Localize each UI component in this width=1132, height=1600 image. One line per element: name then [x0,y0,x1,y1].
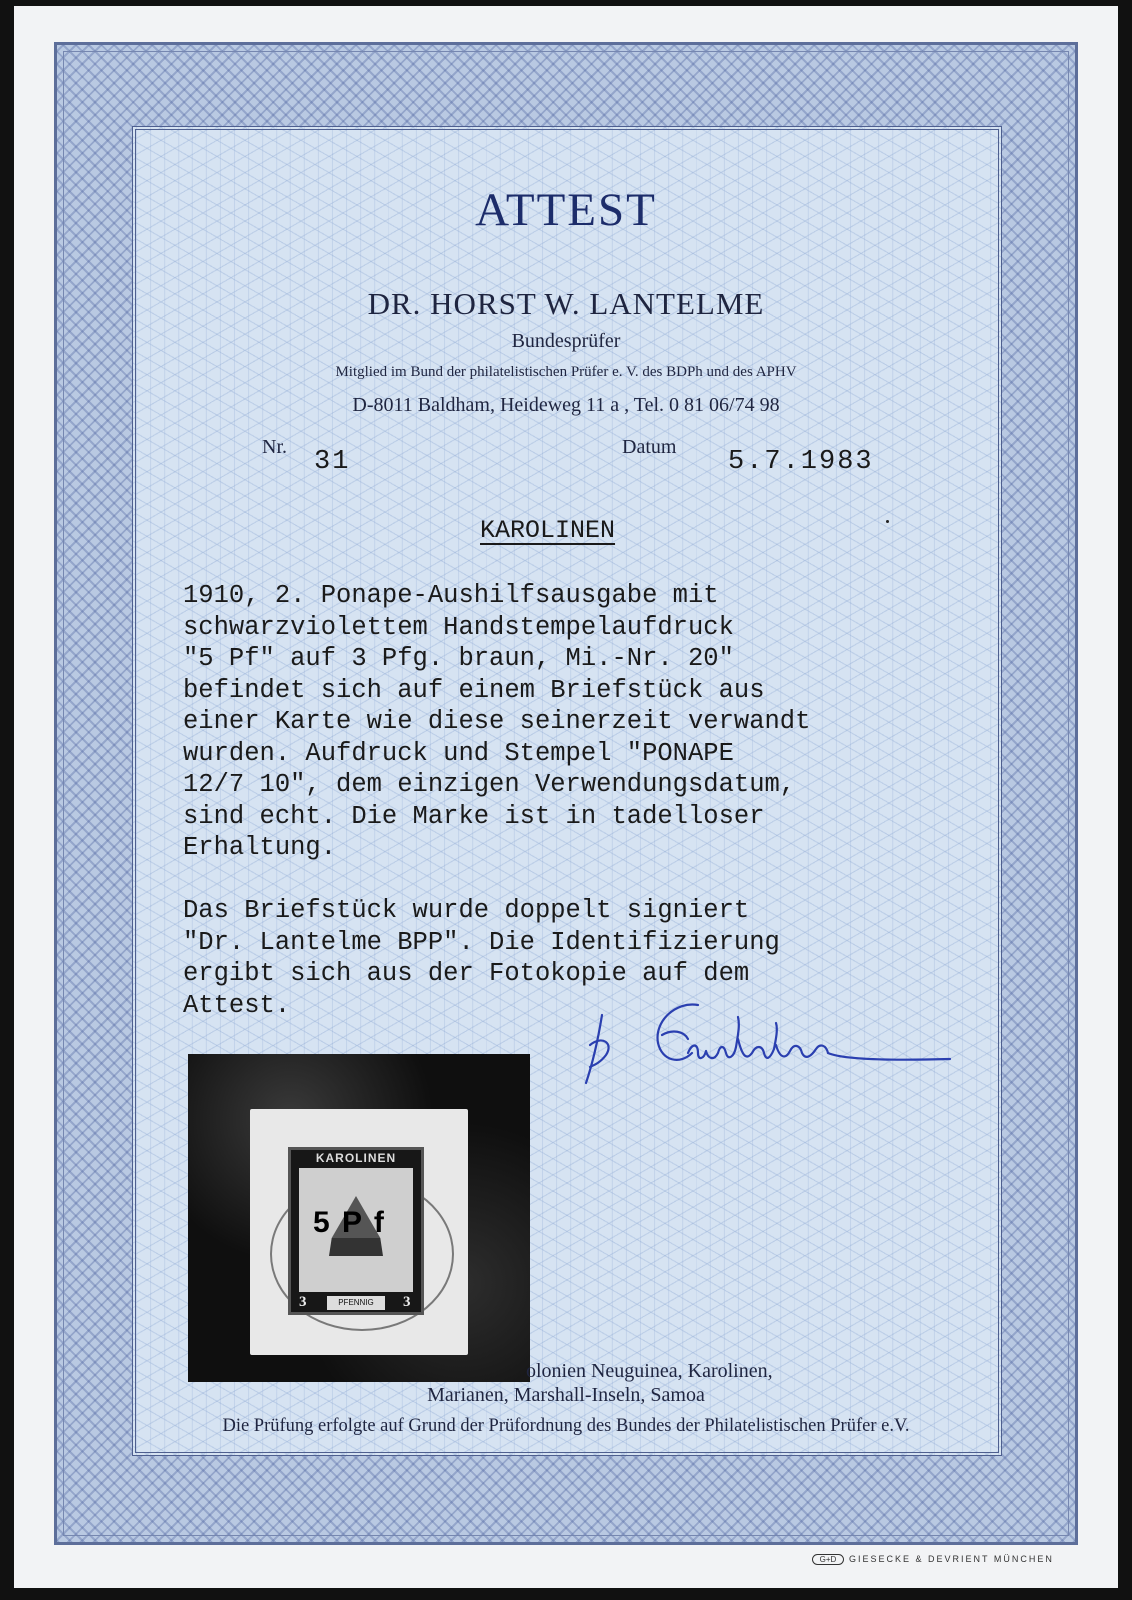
description-paragraph: 1910, 2. Ponape-Aushilfsausgabe mit schwarzviolettem Handstempelaufdruck "5 Pf" auf 3 Pfg. braun, Mi.-Nr. 20" befindet sich auf einem Briefstück aus einer Karte wie diese seinerzeit verwandt wurden. Aufdruck und Stempel "PONAPE 12/7 10", dem einzigen Verwendungsdatum, sind echt. Die Marke ist in tadelloser Erhaltung. [183,581,811,862]
surcharge-overprint: 5 P f [313,1206,386,1239]
printer-name: GIESECKE & DEVRIENT MÜNCHEN [849,1554,1054,1564]
number-label: Nr. [262,436,287,458]
footer-islands-line: Marianen, Marshall-Inseln, Samoa [427,1384,705,1406]
stamp-value-left: 3 [299,1294,307,1310]
stamp-vignette [299,1168,413,1292]
printer-imprint [812,1554,1054,1565]
examiner-signature [580,995,960,1105]
stamp-value-right: 3 [403,1294,411,1310]
number-value: 31 [314,447,351,477]
address-line: D-8011 Baldham, Heideweg 11 a , Tel. 0 81 06/74 98 [352,394,780,416]
footer-regulation-line: Die Prüfung erfolgte auf Grund der Prüfordnung des Bundes der Philatelistischen Prüfer e.V. [222,1416,910,1436]
certificate-title: ATTEST [475,184,657,236]
stamp-country-name: KAROLINEN [315,1151,397,1165]
karolinen-stamp [288,1147,424,1315]
signature-paragraph: Das Briefstück wurde doppelt signiert "Dr. Lantelme BPP". Die Identifizierung ergibt sich aus der Fotokopie auf dem Attest. [183,896,780,1020]
stamp-photocopy [188,1054,530,1382]
section-heading: KAROLINEN [480,516,616,545]
stamp-pfennig-label: PFENNIG [327,1296,385,1310]
date-value: 5.7.1983 [728,447,874,477]
cover-piece [250,1109,468,1355]
footer-colonies-line: olonien Neuguinea, Karolinen, [526,1360,773,1382]
examiner-name: DR. HORST W. LANTELME [367,286,765,321]
printer-logo: G+D [812,1554,844,1565]
date-label: Datum [622,436,677,458]
stray-dot [886,520,889,523]
membership-line: Mitglied im Bund der philatelistischen Prüfer e. V. des BDPh und des APHV [335,364,797,380]
examiner-role: Bundesprüfer [511,330,621,352]
